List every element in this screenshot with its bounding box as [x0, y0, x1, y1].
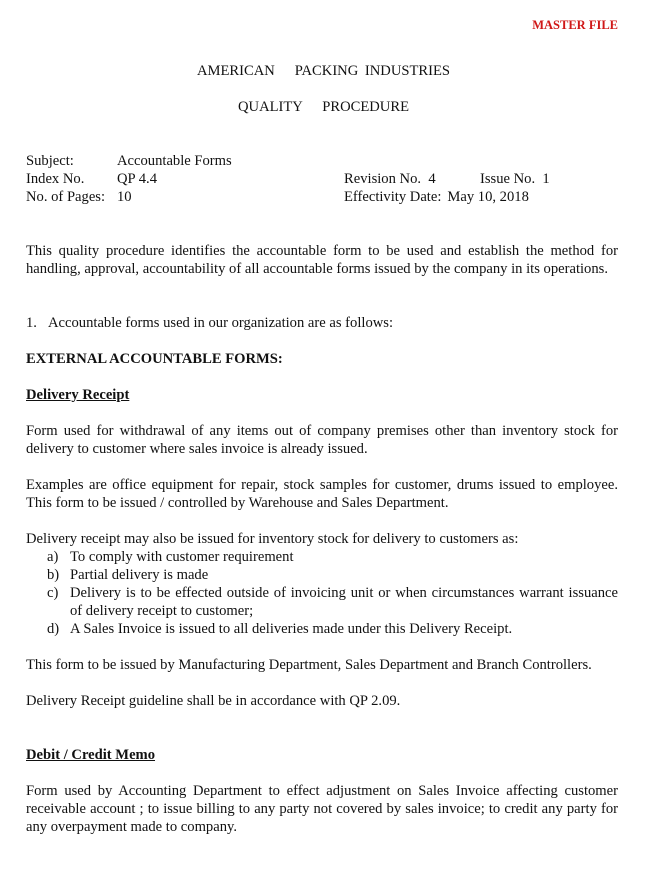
numbered-item-1 — [26, 314, 618, 332]
pages-value: 10 — [117, 189, 132, 205]
subject-label: Subject: — [26, 153, 74, 169]
list-text: Partial delivery is made — [70, 567, 209, 583]
issue-number: Issue No. 1 — [480, 171, 550, 187]
delivery-receipt-paragraph-4: This form to be issued by Manufacturing Department, Sales Department and Branch Controllers. — [26, 657, 592, 673]
subject-value: Accountable Forms — [117, 153, 232, 169]
debit-credit-memo-paragraph: Form used by Accounting Department to effect adjustment on Sales Invoice affecting customer receivable account ; to issue billing to any party not covered by sales invoice; to credit any party for any overpayment made to company. — [26, 783, 618, 835]
company-name: AMERICAN PACKING INDUSTRIES — [196, 63, 451, 79]
list-item — [47, 548, 618, 566]
list-text: A Sales Invoice is issued to all deliveries made under this Delivery Receipt. — [70, 621, 513, 637]
index-label: Index No. — [26, 171, 85, 187]
list-letter: a) — [47, 549, 59, 565]
index-value: QP 4.4 — [117, 171, 158, 187]
list-letter: c) — [47, 585, 59, 601]
meta-row-pages — [26, 188, 626, 206]
list-item — [47, 584, 618, 620]
debit-credit-memo-heading: Debit / Credit Memo — [26, 747, 156, 763]
item-text: Accountable forms used in our organization are as follows: — [48, 315, 394, 331]
delivery-receipt-paragraph-3: Delivery receipt may also be issued for inventory stock for delivery to customers as: — [26, 531, 519, 547]
effectivity-label: Effectivity Date: — [344, 189, 442, 205]
delivery-receipt-heading: Delivery Receipt — [26, 387, 130, 403]
delivery-receipt-paragraph-5: Delivery Receipt guideline shall be in accordance with QP 2.09. — [26, 693, 401, 709]
pages-label: No. of Pages: — [26, 189, 106, 205]
list-item — [47, 566, 618, 584]
document-type: QUALITY PROCEDURE — [237, 99, 409, 115]
delivery-receipt-paragraph-1: Form used for withdrawal of any items out of company premises other than inventory stock for delivery to customer where sales invoice is already issued. — [26, 423, 618, 457]
list-item — [47, 620, 618, 638]
master-file-stamp: MASTER FILE — [532, 18, 618, 32]
list-text: To comply with customer requirement — [70, 549, 294, 565]
delivery-conditions-list — [47, 548, 618, 638]
meta-row-index — [26, 170, 626, 188]
meta-row-subject — [26, 152, 626, 170]
effectivity — [344, 188, 529, 206]
revision-number: Revision No. 4 — [344, 171, 436, 187]
revision-issue — [344, 170, 550, 188]
list-letter: b) — [47, 567, 60, 583]
list-text: Delivery is to be effected outside of invoicing unit or when circumstances warrant issuance of delivery receipt to customer; — [70, 585, 618, 619]
external-forms-heading: EXTERNAL ACCOUNTABLE FORMS: — [26, 351, 283, 367]
list-letter: d) — [47, 621, 60, 637]
effectivity-value: May 10, 2018 — [447, 189, 529, 205]
delivery-receipt-paragraph-2: Examples are office equipment for repair, stock samples for customer, drums issued to employee. This form to be issued / controlled by Warehouse and Sales Department. — [26, 477, 618, 511]
intro-paragraph: This quality procedure identifies the accountable form to be used and establish the method for handling, approval, accountability of all accountable forms issued by the company in its operations. — [26, 243, 618, 277]
document-meta — [26, 152, 626, 206]
item-number: 1. — [26, 315, 37, 331]
